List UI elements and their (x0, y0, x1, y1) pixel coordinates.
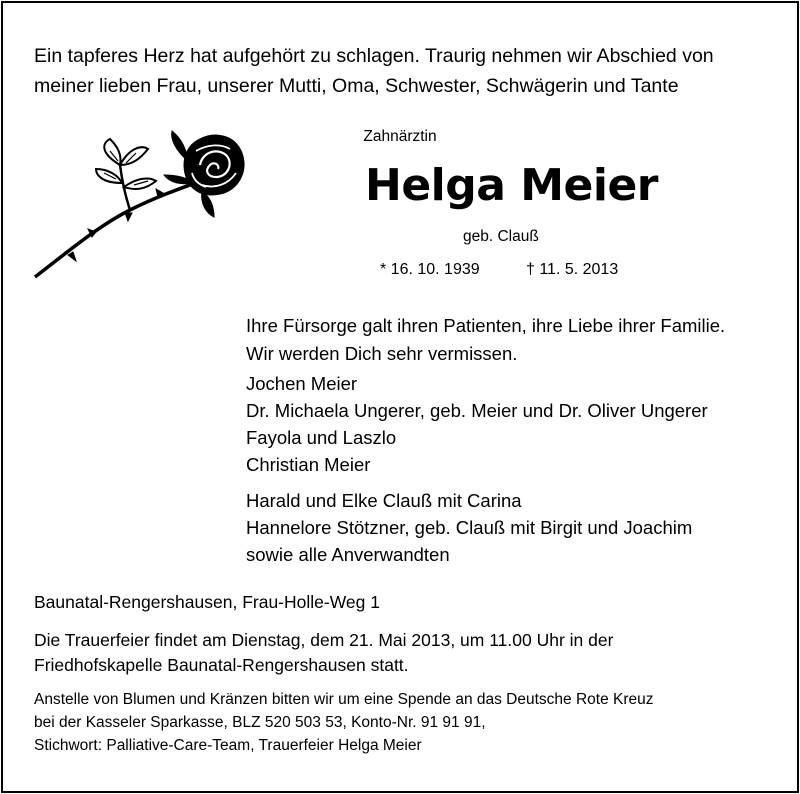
funeral-line-1: Die Trauerfeier findet am Dienstag, dem 21. Mai 2013, um 11.00 Uhr in der (34, 630, 614, 650)
donation-line-2: bei der Kasseler Sparkasse, BLZ 520 503 53, Konto-Nr. 91 91 91, (34, 714, 486, 731)
address: Baunatal-Rengershausen, Frau-Holle-Weg 1 (34, 592, 380, 612)
intro-line-1: Ein tapferes Herz hat aufgehört zu schlagen. Traurig nehmen wir Abschied von (34, 45, 714, 67)
relative: Hannelore Stötzner, geb. Clauß mit Birgit und Joachim (246, 517, 693, 538)
family-member: Christian Meier (246, 454, 371, 475)
profession: Zahnärztin (363, 128, 437, 145)
deceased-name: Helga Meier (365, 160, 659, 211)
funeral-line-2: Friedhofskapelle Baunatal-Rengershausen statt. (34, 655, 409, 675)
relative: Harald und Elke Clauß mit Carina (246, 490, 522, 511)
family-member: Fayola und Laszlo (246, 427, 397, 448)
intro-line-2: meiner lieben Frau, unserer Mutti, Oma, Schwester, Schwägerin und Tante (34, 75, 679, 97)
family-member: Dr. Michaela Ungerer, geb. Meier und Dr. Oliver Ungerer (246, 400, 708, 421)
maiden-name: geb. Clauß (463, 228, 539, 245)
message-line-1: Ihre Fürsorge galt ihren Patienten, ihre Liebe ihrer Familie. (246, 315, 726, 336)
donation-line-3: Stichwort: Palliative-Care-Team, Trauerfeier Helga Meier (34, 737, 422, 754)
birth-date: * 16. 10. 1939 (380, 261, 480, 278)
family-member: Jochen Meier (246, 373, 358, 394)
relative: sowie alle Anverwandten (246, 544, 450, 565)
donation-line-1: Anstelle von Blumen und Kränzen bitten wir um eine Spende an das Deutsche Rote Kreuz (34, 691, 654, 708)
death-date: † 11. 5. 2013 (526, 261, 619, 278)
rose-icon (30, 125, 250, 285)
message-line-2: Wir werden Dich sehr vermissen. (246, 343, 518, 364)
